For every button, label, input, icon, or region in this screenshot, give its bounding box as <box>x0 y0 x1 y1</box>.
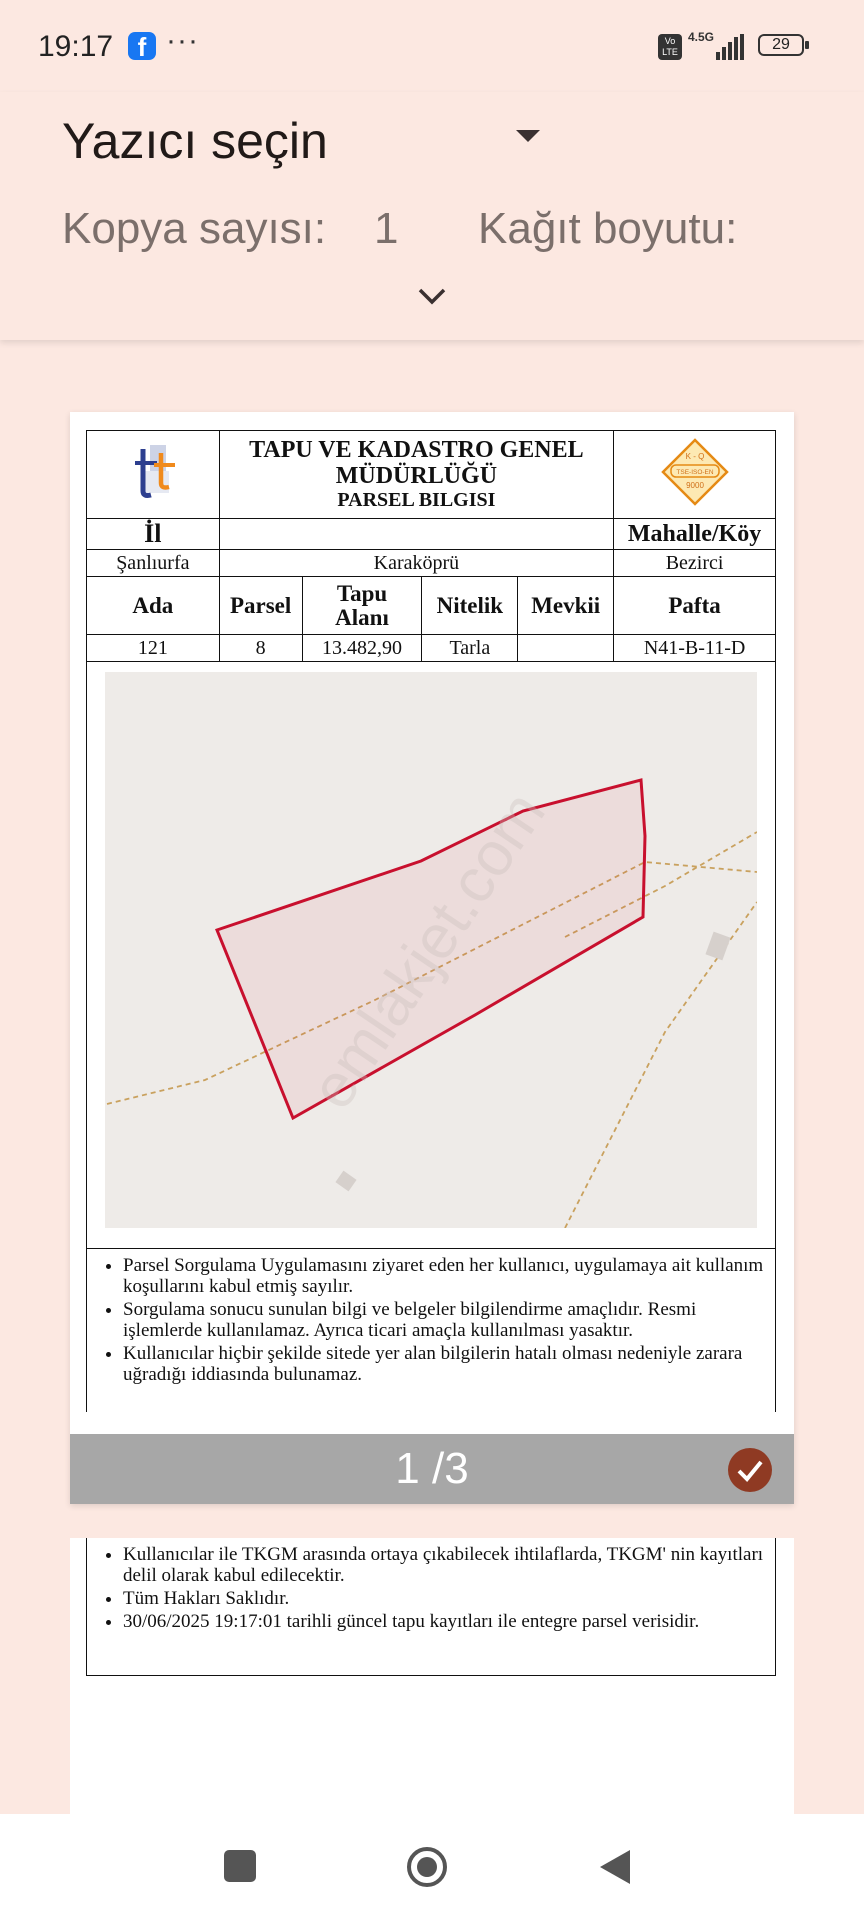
clock: 19:17 <box>38 30 114 63</box>
battery-icon: 29 <box>758 34 804 56</box>
column-header: Nitelik <box>422 577 518 635</box>
building-shape <box>705 932 730 961</box>
recent-apps-button[interactable] <box>224 1850 256 1882</box>
parcel-map <box>105 672 757 1228</box>
system-navigation-bar <box>0 1814 864 1920</box>
tkgm-logo-icon <box>123 441 183 503</box>
paper-size-label[interactable]: Kağıt boyutu: <box>478 204 738 253</box>
table-cell: 8 <box>219 635 302 662</box>
list-item: • Sorgulama sonucu sunulan bilgi ve belgeler bilgilendirme amaçlıdır. Resmi işlemlerde kullanılamaz. Ayrıca ticari amaçla kullanılması yasaktır. <box>123 1299 775 1341</box>
ilce-value: Karaköprü <box>219 550 613 577</box>
list-item: • Kullanıcılar ile TKGM arasında ortaya çıkabilecek ihtilaflarda, TKGM' nin kayıtları delil olarak kabul edilecektir. <box>123 1544 775 1586</box>
list-item: • Parsel Sorgulama Uygulamasını ziyaret eden her kullanıcı, uygulamaya ait kullanım koşullarını kabul etmiş sayılır. <box>123 1255 775 1297</box>
page-selection-bar[interactable] <box>70 1434 794 1504</box>
status-bar <box>0 0 864 92</box>
road-line <box>565 902 757 1228</box>
column-header: Ada <box>87 577 220 635</box>
il-value: Şanlıurfa <box>87 550 220 577</box>
facebook-icon: f <box>128 32 156 60</box>
column-header: Parsel <box>219 577 302 635</box>
list-item: • Kullanıcılar hiçbir şekilde sitede yer alan bilgilerin hatalı olması nedeniyle zarara uğradığı iddiasında bulunamaz. <box>123 1343 775 1385</box>
page-number: 1 /3 <box>395 1444 469 1493</box>
parcel-map-frame <box>86 656 776 1248</box>
list-item: • Tüm Hakları Saklıdır. <box>123 1588 775 1609</box>
document-title-cell <box>219 431 613 519</box>
disclaimer-notes-continued <box>86 1538 776 1676</box>
svg-text:K - Q: K - Q <box>685 452 704 461</box>
doc-subtitle: PARSEL BILGISI <box>337 489 496 511</box>
iso-badge-cell <box>614 431 776 519</box>
volte-icon: Vo LTE <box>658 34 682 60</box>
il-label: İl <box>87 519 220 550</box>
disclaimer-notes <box>86 1248 776 1412</box>
list-item: • 30/06/2025 19:17:01 tarihli güncel tapu kayıtları ile entegre parsel verisidir. <box>123 1611 775 1632</box>
page-preview-1[interactable] <box>70 412 794 1504</box>
building-shape <box>335 1171 356 1192</box>
watermark: emlakjet.com <box>297 779 559 1122</box>
mahalle-value: Bezirci <box>614 550 776 577</box>
page-selected-checkbox[interactable] <box>728 1448 772 1492</box>
table-cell: Tarla <box>422 635 518 662</box>
network-type: 4.5G <box>688 30 715 44</box>
copies-label: Kopya sayısı: <box>62 204 327 253</box>
mahalle-label: Mahalle/Köy <box>614 519 776 550</box>
back-button[interactable] <box>598 1848 632 1886</box>
table-cell: 13.482,90 <box>302 635 422 662</box>
table-cell: 121 <box>87 635 220 662</box>
parcel-map-drawing <box>105 672 757 1228</box>
chevron-down-icon[interactable] <box>414 284 450 308</box>
column-header: Tapu Alanı <box>302 577 422 635</box>
column-header: Pafta <box>614 577 776 635</box>
parcel-info-table <box>86 430 776 662</box>
more-notifications-icon: ··· <box>166 24 199 57</box>
tkgm-logo-cell <box>87 431 220 519</box>
svg-text:TSE-ISO-EN: TSE-ISO-EN <box>675 469 714 476</box>
empty-cell <box>219 519 613 550</box>
signal-icon <box>716 34 744 60</box>
home-button[interactable] <box>406 1846 448 1888</box>
iso-certificate-icon <box>660 437 730 507</box>
printer-select[interactable]: Yazıcı seçin <box>62 113 328 169</box>
page-preview-2[interactable] <box>70 1538 794 1818</box>
table-cell: N41-B-11-D <box>614 635 776 662</box>
copies-input[interactable]: 1 <box>374 204 399 253</box>
print-options-panel <box>0 92 864 340</box>
org-title: TAPU VE KADASTRO GENEL MÜDÜRLÜĞÜ <box>249 437 584 489</box>
column-header: Mevkii <box>518 577 614 635</box>
dropdown-arrow-icon[interactable] <box>516 130 540 142</box>
svg-text:9000: 9000 <box>685 481 704 490</box>
check-icon <box>728 1448 772 1492</box>
